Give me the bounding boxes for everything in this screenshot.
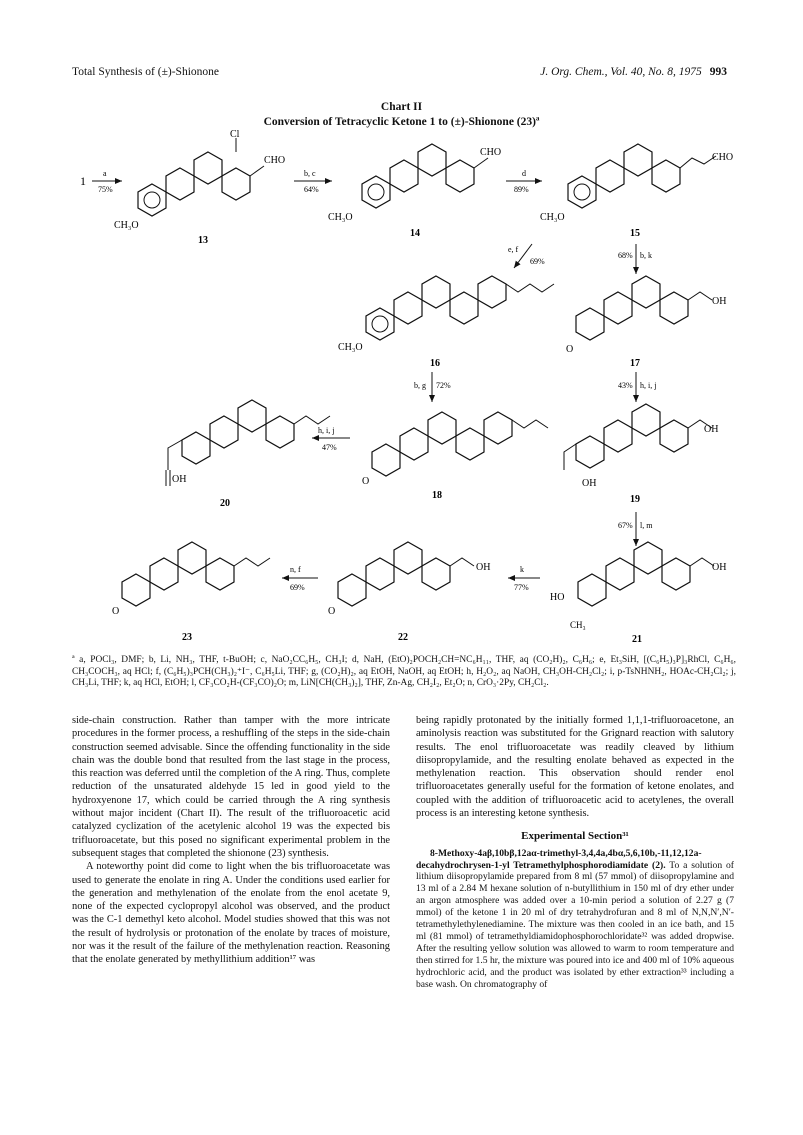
structure-14 [328,144,501,239]
compound-label-1: 1 [80,174,86,188]
arrow-13-to-14 [294,169,332,194]
running-header-title: Total Synthesis of (±)-Shionone [72,66,220,78]
reagent-hij-2: h, i, j [318,426,335,435]
arrow-18-to-20 [312,426,350,452]
ketone-oxygen: O [362,476,370,487]
structure-19 [564,404,718,505]
reagent-nf: n, f [290,565,301,574]
compound-label-18: 18 [432,490,442,501]
procedure-title: 8-Methoxy-4aβ,10bβ,12aα-trimethyl-3,4,4a,4bα,5,6,10b,-11,12,12a-decahydrochrysen-1-yl Tetramethylphosphorodiamidate (2). [416,847,702,871]
compound-label-19: 19 [630,494,640,505]
left-column [72,714,390,967]
hydroxyl-group: OH [476,562,491,573]
reagent-bc: b, c [304,169,316,178]
hydroxyl-group-ho: HO [550,592,565,603]
arrow-21-to-22 [508,565,540,592]
yield-nf: 69% [290,583,305,592]
compound-label-20: 20 [220,498,230,509]
right-column [416,714,734,991]
chart-subtitle: Conversion of Tetracyclic Ketone 1 to (±)-Shionone (23)ª [263,116,540,128]
arrow-17-to-19 [618,372,656,402]
structure-20 [166,400,330,509]
hydroxyl-group: OH [582,478,597,489]
compound-label-15: 15 [630,228,640,239]
journal-citation: J. Org. Chem., Vol. 40, No. 8, 1975 [540,66,702,78]
compound-label-22: 22 [398,632,408,643]
aldehyde-group: CHO [264,155,286,166]
yield-hij-2: 47% [322,443,337,452]
compound-label-21: 21 [632,634,642,645]
structure-17 [566,276,726,369]
structure-21 [550,542,726,645]
yield-bc: 64% [304,185,319,194]
methoxy-group: CH₃O [540,212,565,223]
yield-k: 77% [514,583,529,592]
paragraph: A noteworthy point did come to light when the bis trifluoroacetate was used to generate the enolate in ring A. Under the conditions used earlier for the generation and methylenation of the enolate from the enol acetate 9, none of the expected cyclopropyl alcohol was observed, and the product was the C-1 demethyl keto alcohol. Model studies showed that this was not the result of hydrolysis or protonation of the enolate by traces of moisture, nor was it the result of the failure of the methylenation reaction. Reasoning that the enolate generated by methyllithium addition¹⁷ was [72,861,390,966]
reagent-k: k [520,565,524,574]
structure-16 [338,276,554,369]
arrow-16-to-18 [414,372,451,402]
reagent-bk: b, k [640,251,652,260]
yield-a: 75% [98,185,113,194]
compound-label-23: 23 [182,632,192,643]
yield-lm: 67% [618,521,633,530]
page-number: 993 [709,66,727,78]
methoxy-group: CH₃O [328,212,353,223]
reagent-bg: b, g [414,381,426,390]
arrow-15-to-17 [618,244,652,274]
chart-footnote: ª a, POCl₃, DMF; b, Li, NH₃, THF, t-BuOH; c, NaO₂CC₆H₅, CH₃I; d, NaH, (EtO)₂POCH₂CH=NC₆H₁₁, THF, aq (CO₂H)₂, C₆H₆; e, Et₃SiH, [(C₆H₅)₃P]₃RhCl, C₆H₆, CH₃COCH₃, aq HCl; f, (C₆H₅)₃PCH(CH₃)₂⁺I⁻, C₆H₅Li, THF; g, (CO₂H)₂, aq EtOH, NaOH, aq EtOH; h, H₂O₂, aq NaOH, CH₃OH-CH₂Cl₂; i, p-TsNHNH₂, HOAc-CH₂Cl₂; j, CH₃Li, THF; k, aq HCl, EtOH; l, CF₃CO₂H-(CF₃CO)₂O; m, LiN[CH(CH₃)₂], THF, Zn-Ag, CH₂I₂, Et₂O; n, CrO₃·2Py, CH₂Cl₂. [72,655,736,689]
arrow-19-to-21 [618,512,653,546]
methylene-group: CH₃ [570,620,586,630]
structure-15 [540,144,733,239]
yield-hij: 43% [618,381,633,390]
paragraph: side-chain construction. Rather than tamper with the more intricate procedures in the former process, a reshuffling of the steps in the side-chain construction seemed advisable. Since the offending functionality in the side chain was the double bond that resulted from the last stage in the process, this reaction was deferred until the completion of the A ring. Thus, complete reduction of the unsaturated aldehyde 15 led in good yield to the hydroxyenone 17, which could be carried through the A ring synthesis without major incident (Chart II). The result of the trifluoroacetic acid catalyzed cyclization of the acetylenic alcohol 19 was the expected bis trifluoroacetate, but this posed no significant experimental problem in the subsequent stages that completed the shionone (23) synthesis. [72,715,390,859]
structure-13 [114,129,285,246]
hydroxyl-group: OH [704,424,719,435]
section-heading: Experimental Section³¹ [521,830,629,843]
yield-d: 89% [514,185,529,194]
procedure-body: To a solution of lithium diisopropylamide prepared from 8 ml (57 mmol) of diisopropylamine and 13 ml of a 2.84 M hexane solution of n-butyllithium in 150 ml of dry ether under an argon atmosphere was added over a 10-min period a solution of 2.27 g (7 mmol) of the ketone 1 in 20 ml of dry tetrahydrofuran and 8 ml of N,N,N′,N′-tetramethylethylenediamine. The mixture was then cooled in an ice bath, and 15 ml (81 mmol) of tetramethyldiamidophosphorochloridate³² was added dropwise. After the resulting yellow solution was allowed to warm to room temperature and then stirred for 1.5 hr, the mixture was poured into ice and 400 ml of 10% aqueous hydrochloric acid, and the product was isolated by ether extraction³³ including a base wash. On chromatography of [416,859,734,990]
structure-22 [328,542,490,643]
hydroxyl-group: OH [172,474,187,485]
methoxy-group: CH₃O [114,220,139,231]
arrow-22-to-23 [282,565,318,592]
structure-23 [112,542,270,643]
hydroxyl-group: OH [712,296,727,307]
aldehyde-group: CHO [712,152,734,163]
yield-bk: 68% [618,251,633,260]
structure-18 [362,412,548,501]
reagent-lm: l, m [640,521,653,530]
chloro-group: Cl [230,129,240,140]
compound-label-14: 14 [410,228,420,239]
arrow-14-to-15 [506,169,542,194]
ketone-oxygen: O [112,606,120,617]
ketone-oxygen: O [566,344,574,355]
arrow-1-to-13 [80,169,122,194]
reagent-a: a [103,169,107,178]
compound-label-16: 16 [430,358,440,369]
aldehyde-group: CHO [480,147,502,158]
experimental-paragraph [416,848,734,991]
paragraph: being rapidly protonated by the initially formed 1,1,1-trifluoroacetone, an aminolysis reaction was substituted for the Grignard reaction with salutory results. The enol trifluoroacetate was readily cleaved by lithium diisopropylamide, and the resulting enolate behaved as expected in the methylenation reaction. This observation should render enol trifluoroacetates generally useful for the formation of ketone enolates, and coupled with the addition of trifluoroacetic acid to acetylenes, the overall process is an interesting ketone synthesis. [416,715,734,820]
reagent-ef: e, f [508,245,519,254]
compound-label-17: 17 [630,358,640,369]
reagent-d: d [522,169,526,178]
chart-title: Chart II [380,101,423,113]
hydroxyl-group: OH [712,562,727,573]
yield-ef: 69% [530,257,545,266]
ketone-oxygen: O [328,606,336,617]
compound-label-13: 13 [198,235,208,246]
reagent-hij: h, i, j [640,381,657,390]
yield-bg: 72% [436,381,451,390]
methoxy-group: CH₃O [338,342,363,353]
arrow-15-to-16 [508,244,545,268]
